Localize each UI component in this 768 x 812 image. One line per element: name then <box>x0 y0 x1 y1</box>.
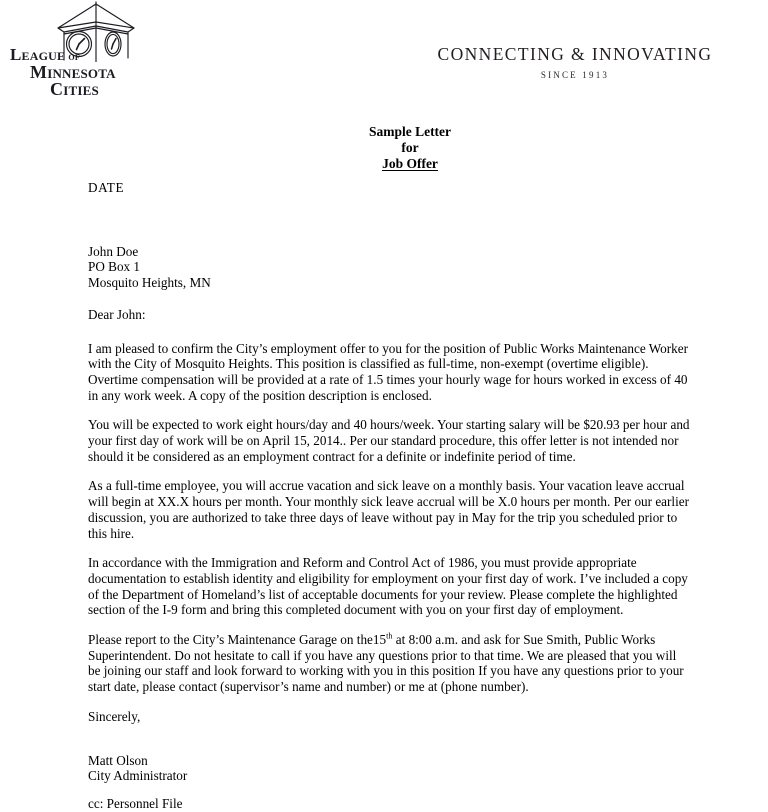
salutation: Dear John: <box>88 306 146 322</box>
title-line-sample-letter: Sample Letter <box>368 124 452 139</box>
logo-line-minnesota: Minnesota <box>30 61 116 82</box>
signature-block <box>88 753 692 784</box>
closing-salutation: Sincerely, <box>88 708 141 724</box>
date-placeholder: DATE <box>88 180 125 195</box>
title-line-job-offer: Job Offer <box>382 156 438 171</box>
tagline-main-text: CONNECTING & INNOVATING <box>437 44 713 64</box>
tagline-since-text: SINCE 1913 <box>540 70 610 80</box>
cc-line: cc: Personnel File <box>88 795 183 811</box>
body-paragraph-2: You will be expected to work eight hours/day and 40 hours/week. Your starting salary will be $20.93 per hour and your first day of work will be on April 15, 2014.. Per our standard procedure, this offer letter is not intended nor should it be considered as an employment contract for a definite or indefinite period of time. <box>88 417 690 464</box>
body-paragraph-5 <box>88 632 692 695</box>
signer-title: City Administrator <box>88 768 188 784</box>
recipient-name: John Doe <box>88 243 139 259</box>
signer-name: Matt Olson <box>88 752 148 768</box>
letter-body <box>88 180 692 812</box>
document-title-block <box>250 124 570 172</box>
body-paragraph-1: I am pleased to confirm the City’s employment offer to you for the position of Public Works Maintenance Worker with the City of Mosquito Heights. This position is classified as full-time, non-exempt (overtime eligible). Overtime compensation will be provided at a rate of 1.5 times your hourly wage for hours worked in excess of 40 in any work week. A copy of the position description is enclosed. <box>88 340 688 403</box>
league-of-minnesota-cities-logo <box>8 0 173 105</box>
recipient-city-state: Mosquito Heights, MN <box>88 275 211 291</box>
logo-line-cities: Cities <box>50 79 99 100</box>
letterhead <box>0 0 768 110</box>
body-paragraph-4: In accordance with the Immigration and Reform and Control Act of 1986, you must provide appropriate documentation to establish identity and eligibility for employment on your first day of work. I’ve included a copy of the Department of Homeland’s list of acceptable documents for your review. Please complete the highlighted section of the I-9 form and bring this completed document with you on your first day of employment. <box>88 555 688 618</box>
letterhead-tagline <box>410 44 740 80</box>
logo-word-of: of <box>65 49 80 63</box>
report-date-text-before: Please report to the City’s Maintenance Garage on the15 <box>88 632 387 648</box>
ordinal-suffix: th <box>386 631 393 641</box>
logo-word-league: League <box>10 45 66 64</box>
report-date-text-after: at 8:00 a.m. and ask for Sue Smith, Public Works Superintendent. Do not hesitate to call if you have any questions prior to that time. We are pleased that you will be joining our staff and look forward to working with you in this position If you have any questions prior to your start date, please contact (supervisor’s name and number) or me at (phone number). <box>88 632 684 695</box>
body-paragraph-3: As a full-time employee, you will accrue vacation and sick leave on a monthly basis. Your vacation leave accrual will begin at XX.X hours per month. Your monthly sick leave accrual will be X.0 hours per month. Per our earlier discussion, you are authorized to take three days of leave without pay in May for the trip you scheduled prior to this hire. <box>88 478 690 541</box>
recipient-street: PO Box 1 <box>88 259 141 275</box>
logo-wordmark <box>8 47 173 99</box>
recipient-address-block <box>88 244 692 291</box>
title-line-for: for <box>401 140 419 155</box>
